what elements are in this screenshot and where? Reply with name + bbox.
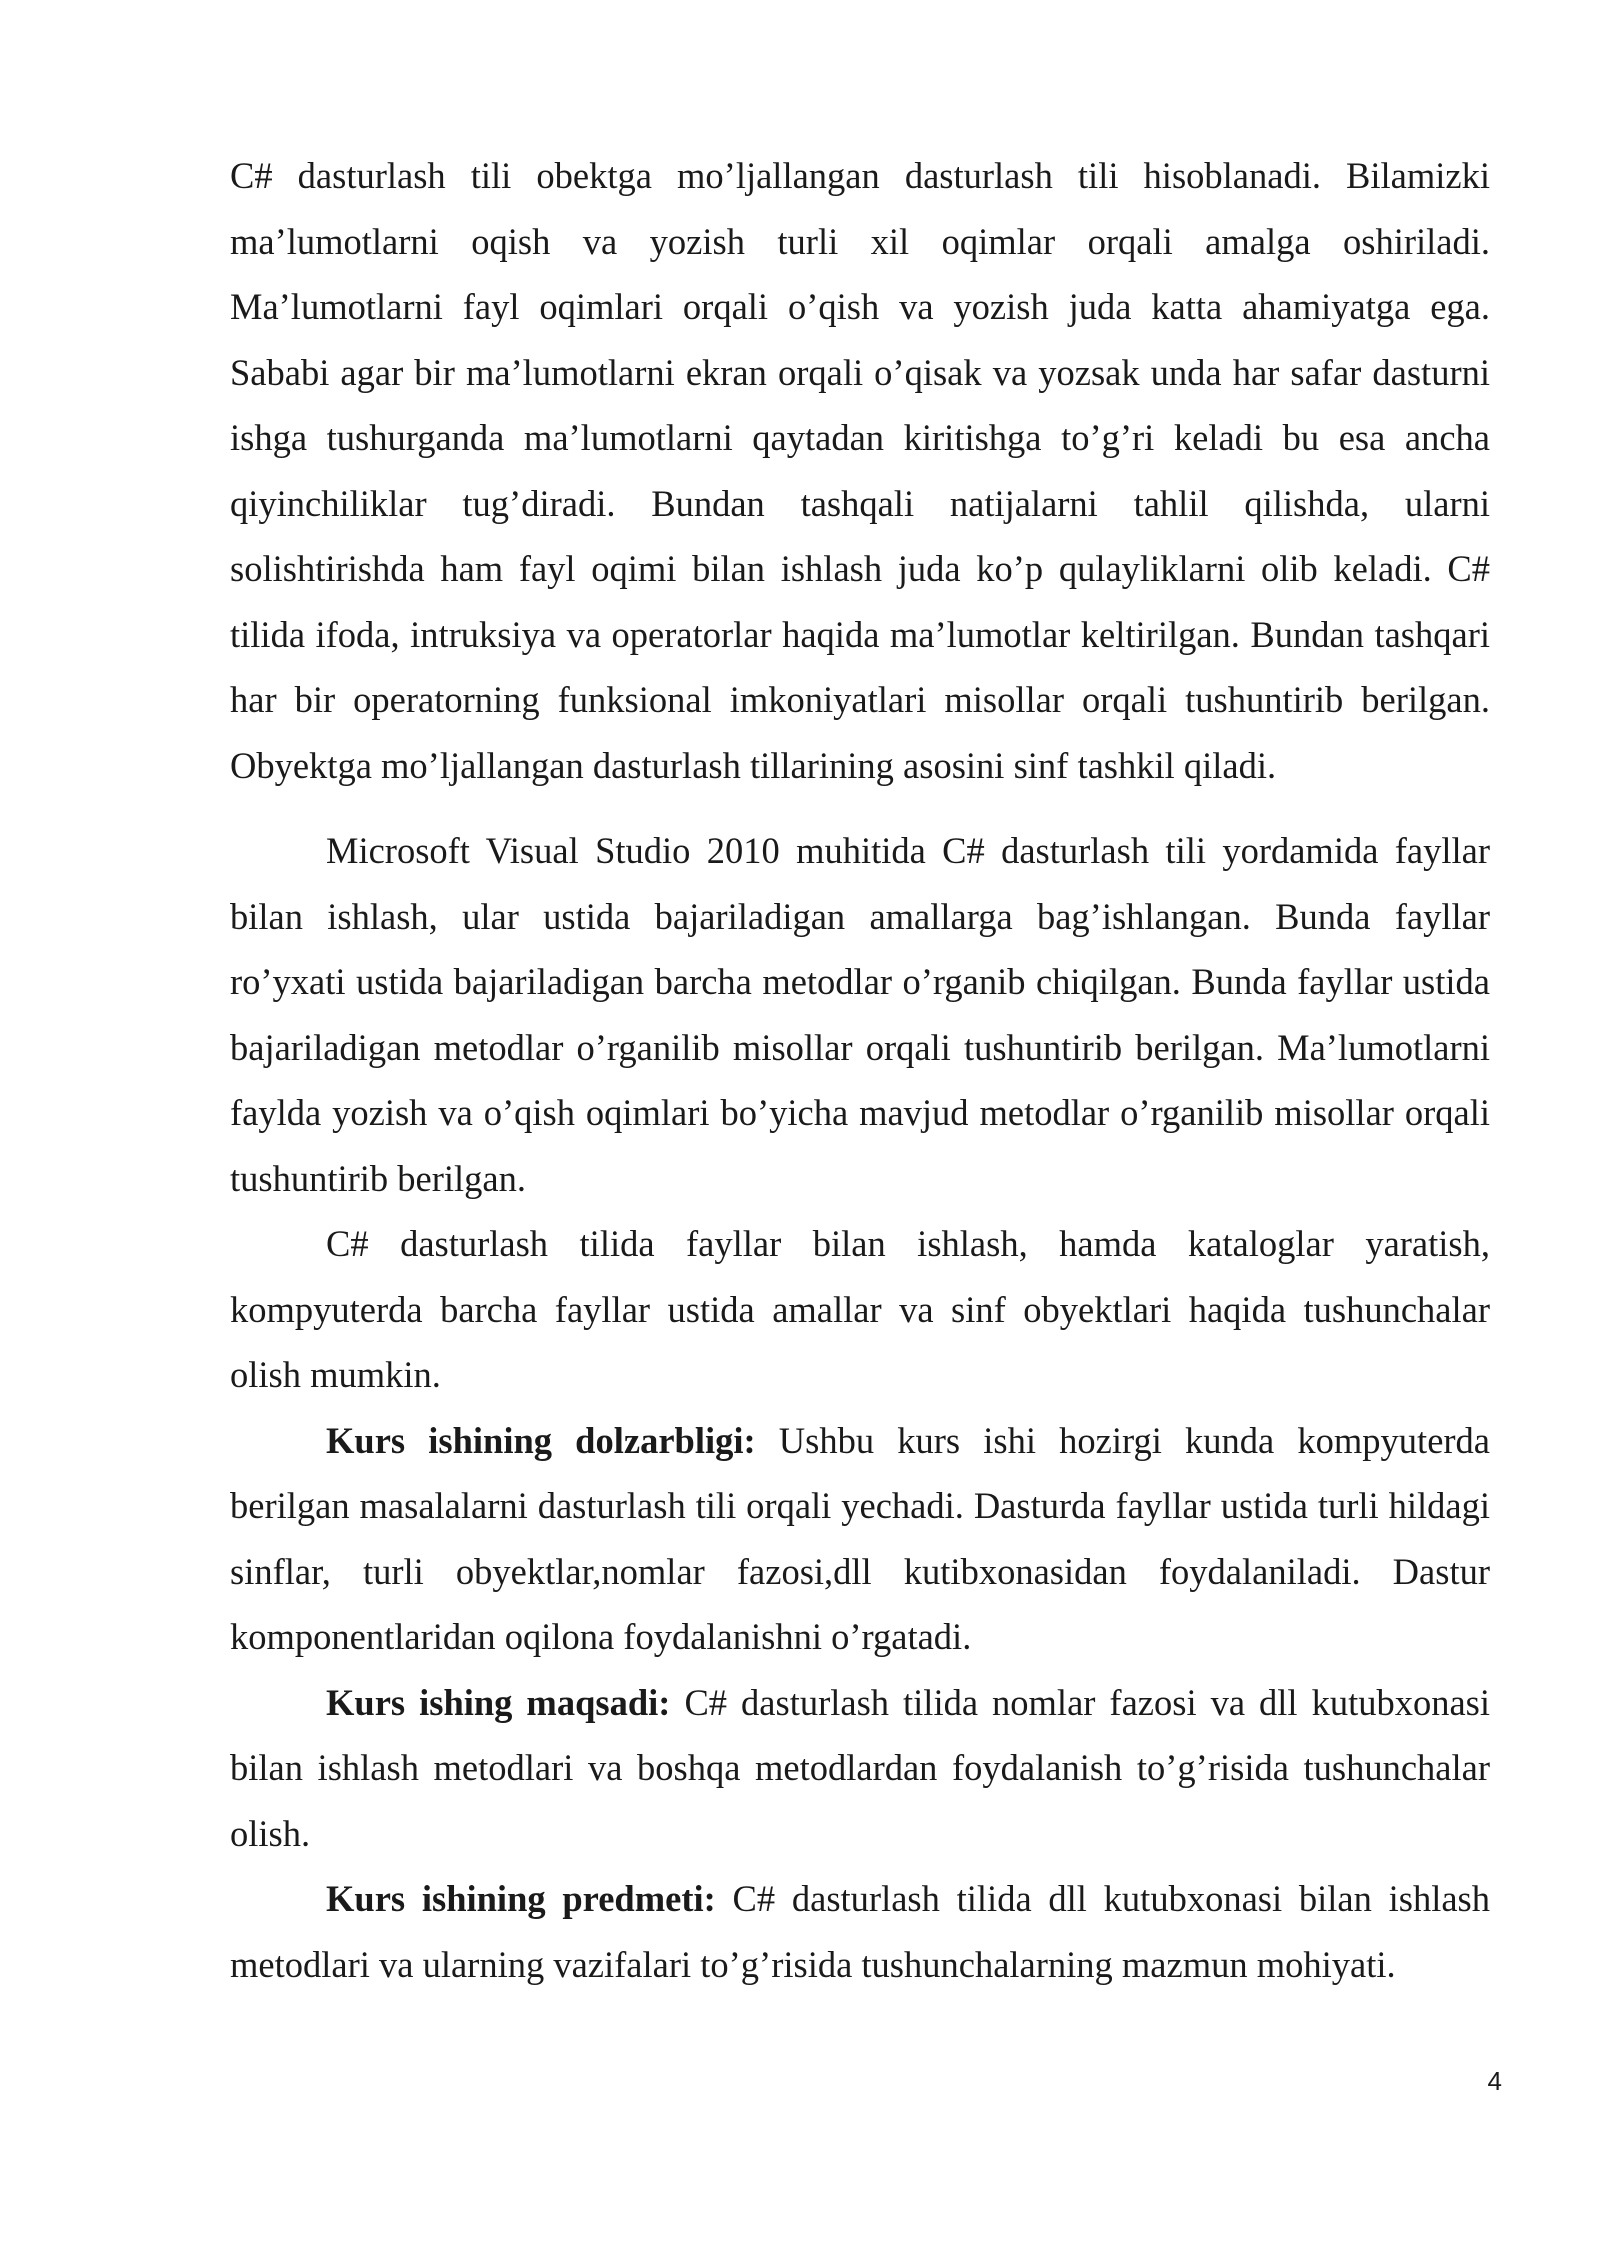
relevance-text: Ushbu kurs ishi hozirgi kunda kompyuterda berilgan masalalarni dasturlash tili orqali yechadi. Dasturda fayllar ustida turli hildagi sinflar, turli obyektlar,nomlar fazosi,dll kutibxonasidan foydalaniladi. Dastur komponentlaridan oqilona foydalanishni o’rgatadi. — [230, 1419, 1490, 1657]
paragraph-visual-studio — [230, 818, 1490, 1211]
relevance-heading: Kurs ishining dolzarbligi: — [326, 1419, 756, 1461]
page-number: 4 — [1487, 2066, 1502, 2096]
document-body — [230, 143, 1490, 1997]
paragraph-intro — [230, 143, 1490, 798]
subject-text: C# dasturlash tilida dll kutubxonasi bilan ishlash metodlari va ularning vazifalari to’g’risida tushunchalarning mazmun mohiyati. — [230, 1878, 1490, 1985]
paragraph-file-handling — [230, 1211, 1490, 1408]
goal-heading: Kurs ishing maqsadi: — [326, 1681, 671, 1723]
paragraph-intro-text: C# dasturlash tili obektga mo’ljallangan dasturlash tili hisoblanadi. Bilamizki ma’lumotlarni oqish va yozish turli xil oqimlar orqali amalga oshiriladi. Ma’lumotlarni fayl oqimlari orqali o’qish va yozish juda katta ahamiyatga ega. Sababi agar bir ma’lumotlarni ekran orqali o’qisak va yozsak unda har safar dasturni ishga tushurganda ma’lumotlarni qaytadan kiritishga to’g’ri keladi bu esa ancha qiyinchiliklar tug’diradi. Bundan tashqali natijalarni tahlil qilishda, ularni solishtirishda ham fayl oqimi bilan ishlash juda ko’p qulayliklarni olib keladi. C# tilida ifoda, intruksiya va operatorlar haqida ma’lumotlar keltirilgan. Bundan tashqari har bir operatorning funksional imkoniyatlari misollar orqali tushuntirib berilgan. Obyektga mo’ljallangan dasturlash tillarining asosini sinf tashkil qiladi. — [230, 155, 1490, 786]
paragraph-relevance — [230, 1408, 1490, 1670]
paragraph-file-handling-text: C# dasturlash tilida fayllar bilan ishlash, hamda kataloglar yaratish, kompyuterda barcha fayllar ustida amallar va sinf obyektlari haqida tushunchalar olish mumkin. — [230, 1223, 1490, 1395]
subject-heading: Kurs ishining predmeti: — [326, 1878, 716, 1919]
goal-text: C# dasturlash tilida nomlar fazosi va dll kutubxonasi bilan ishlash metodlari va boshqa metodlardan foydalanish to’g’risida tushunchalar olish. — [230, 1681, 1490, 1854]
paragraph-subject — [230, 1866, 1490, 1997]
paragraph-goal — [230, 1670, 1490, 1867]
paragraph-visual-studio-text: Microsoft Visual Studio 2010 muhitida C# dasturlash tili yordamida fayllar bilan ishlash, ular ustida bajariladigan amallarga bag’ishlangan. Bunda fayllar ro’yxati ustida bajariladigan barcha metodlar o’rganib chiqilgan. Bunda fayllar ustida bajariladigan metodlar o’rganilib misollar orqali tushuntirib berilgan. Ma’lumotlarni faylda yozish va o’qish oqimlari bo’yicha mavjud metodlar o’rganilib misollar orqali tushuntirib berilgan. — [230, 830, 1490, 1199]
